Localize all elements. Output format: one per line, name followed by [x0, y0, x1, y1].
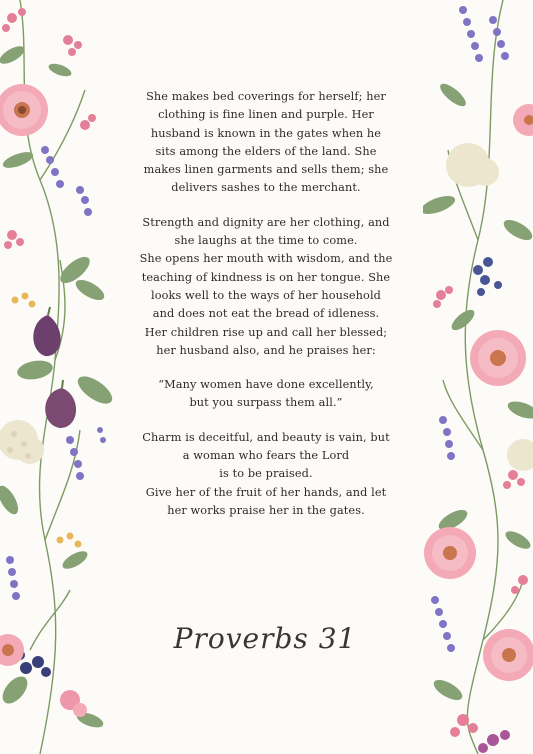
- verse-line: Her children rise up and call her blessed;: [144, 325, 388, 339]
- verse-line: looks well to the ways of her household: [150, 288, 381, 302]
- verse-paragraph-3: [115, 429, 417, 520]
- verse-line: Strength and dignity are her clothing, and: [142, 215, 390, 229]
- verse-quote: [115, 376, 417, 413]
- verse-line: She makes bed coverings for herself; her: [146, 90, 386, 103]
- verse-text: [115, 88, 417, 520]
- verse-paragraph-2: [115, 214, 417, 360]
- verse-line: Charm is deceitful, and beauty is vain, but: [142, 430, 390, 444]
- left-floral-border: [0, 0, 118, 754]
- verse-line: She opens her mouth with wisdom, and the: [139, 252, 393, 266]
- verse-line: husband is known in the gates when he: [150, 126, 382, 140]
- verse-line: sits among the elders of the land. She: [155, 144, 377, 158]
- verse-line: delivers sashes to the merchant.: [171, 181, 361, 195]
- quote-line: “Many women have done excellently,: [158, 378, 374, 392]
- right-floral-border: [423, 0, 533, 754]
- verse-line: clothing is fine linen and purple. Her: [158, 108, 374, 122]
- verse-line: is to be praised.: [219, 467, 313, 481]
- verse-line: her husband also, and he praises her:: [156, 343, 376, 357]
- verse-line: makes linen garments and sells them; she: [143, 163, 389, 177]
- left-flowers-illustration: [0, 0, 118, 754]
- verse-line: Give her of the fruit of her hands, and let: [145, 485, 387, 499]
- right-flowers-illustration: [423, 0, 533, 754]
- verse-line: teaching of kindness is on her tongue. She: [141, 270, 391, 284]
- scripture-reference: Proverbs 31: [173, 622, 357, 655]
- quote-line: but you surpass them all.”: [189, 396, 343, 410]
- verse-line: a woman who fears the Lord: [182, 449, 350, 463]
- verse-line: and does not eat the bread of idleness.: [152, 307, 380, 321]
- verse-line: she laughs at the time to come.: [174, 234, 358, 248]
- verse-line: her works praise her in the gates.: [167, 503, 365, 517]
- verse-paragraph-1: [115, 88, 417, 198]
